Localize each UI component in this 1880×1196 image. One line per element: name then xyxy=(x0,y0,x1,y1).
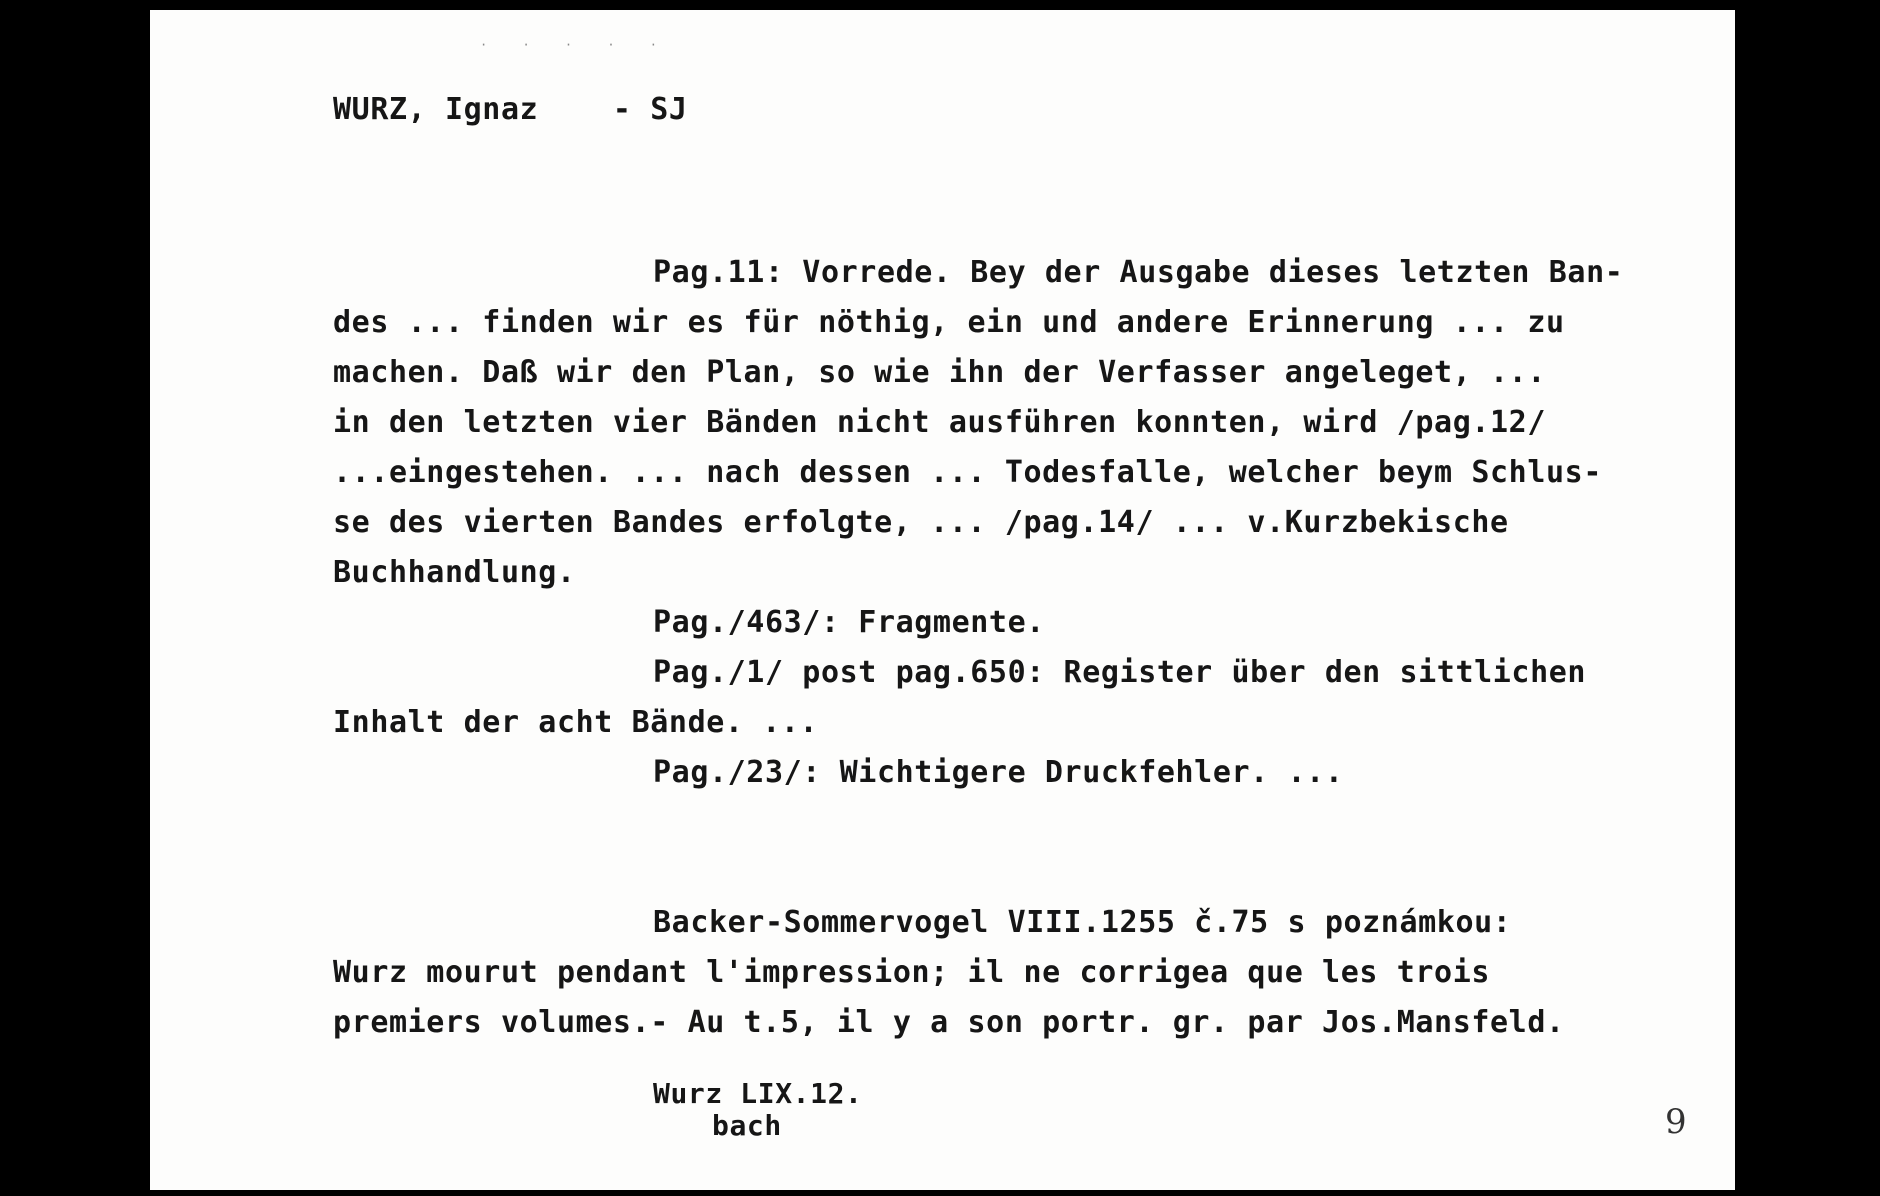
body-line: Pag./463/: Fragmente. xyxy=(653,605,1045,640)
scan-specks: · · · · · xyxy=(480,38,672,52)
body-line: Pag./23/: Wichtigere Druckfehler. ... xyxy=(653,755,1344,790)
index-card xyxy=(150,10,1735,1190)
body-line: se des vierten Bandes erfolgte, ... /pag.14/ ... v.Kurzbekische xyxy=(333,505,1509,540)
footer-signature: Wurz LIX.12. xyxy=(653,1077,863,1110)
body-line: Pag.11: Vorrede. Bey der Ausgabe dieses letzten Ban- xyxy=(653,255,1624,290)
page-number: 9 xyxy=(1665,1102,1687,1142)
bibliography-line: Wurz mourut pendant l'impression; il ne corrigea que les trois xyxy=(333,955,1491,990)
body-line: Pag./1/ post pag.650: Register über den sittlichen xyxy=(653,655,1587,690)
body-line: in den letzten vier Bänden nicht ausführen konnten, wird /pag.12/ xyxy=(333,405,1546,440)
body-line: Inhalt der acht Bände. ... xyxy=(333,705,819,740)
card-header: WURZ, Ignaz - SJ xyxy=(333,92,688,127)
body-line: machen. Daß wir den Plan, so wie ihn der Verfasser angeleget, ... xyxy=(333,355,1546,390)
footer-signature-continuation: bach xyxy=(712,1109,782,1142)
bibliography-line: Backer-Sommervogel VIII.1255 č.75 s poznámkou: xyxy=(653,905,1512,940)
body-line: des ... finden wir es für nöthig, ein und andere Erinnerung ... zu xyxy=(333,305,1565,340)
body-line: ...eingestehen. ... nach dessen ... Todesfalle, welcher beym Schlus- xyxy=(333,455,1602,490)
body-line: Buchhandlung. xyxy=(333,555,576,590)
bibliography-line: premiers volumes.- Au t.5, il y a son portr. gr. par Jos.Mansfeld. xyxy=(333,1005,1565,1040)
